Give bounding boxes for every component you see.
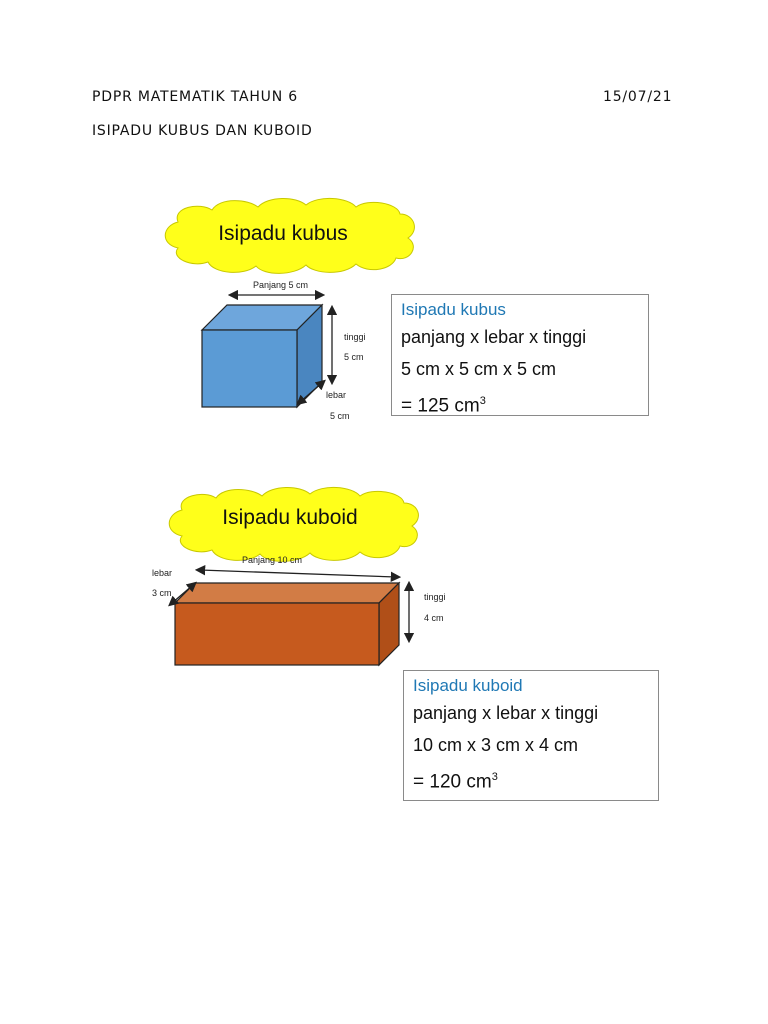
kuboid-box-formula: panjang x lebar x tinggi [413, 703, 599, 723]
cuboid-tinggi-value: 4 cm [424, 613, 444, 623]
kuboid-box-calculation: 10 cm x 3 cm x 4 cm [413, 735, 579, 755]
kubus-box-formula: panjang x lebar x tinggi [401, 327, 587, 347]
kubus-cloud-banner [165, 198, 414, 273]
kubus-box-result [401, 385, 639, 422]
kuboid-box-title: Isipadu kuboid [413, 676, 523, 695]
page-subtitle: ISIPADU KUBUS DAN KUBOID [92, 123, 313, 139]
date: 15/07/21 [603, 89, 673, 105]
cube-front-face [202, 330, 297, 407]
cube-tinggi-value: 5 cm [344, 352, 364, 362]
cube-lebar-value: 5 cm [330, 411, 350, 421]
kuboid-formula-box [403, 670, 659, 801]
kubus-result-exponent: 3 [479, 395, 486, 407]
kubus-banner-text: Isipadu kubus [218, 222, 348, 245]
kuboid-result-value: = 120 cm [413, 771, 492, 793]
kubus-box-title: Isipadu kubus [401, 300, 506, 319]
cube-shape [202, 305, 322, 407]
cuboid-tinggi-label: tinggi [424, 592, 446, 602]
kubus-box-calculation: 5 cm x 5 cm x 5 cm [401, 359, 557, 379]
kuboid-box-result [413, 761, 649, 798]
cuboid-top-face [175, 583, 399, 603]
cube-lebar-label: lebar [326, 390, 347, 400]
kuboid-result-exponent: 3 [491, 771, 498, 783]
cuboid-front-face [175, 603, 379, 665]
page-title: PDPR MATEMATIK TAHUN 6 [92, 89, 298, 105]
kubus-formula-box [391, 294, 649, 416]
cube-panjang-label: Panjang 5 cm [253, 280, 309, 290]
kubus-result-value: = 125 cm [401, 395, 480, 417]
cuboid-panjang-label: Panjang 10 cm [242, 555, 303, 565]
cube-tinggi-label: tinggi [344, 332, 366, 342]
cuboid-shape [175, 583, 399, 665]
cuboid-lebar-label: lebar [152, 568, 173, 578]
cuboid-lebar-value: 3 cm [152, 588, 172, 598]
kuboid-cloud-banner [169, 487, 418, 561]
kuboid-banner-text: Isipadu kuboid [222, 506, 358, 529]
